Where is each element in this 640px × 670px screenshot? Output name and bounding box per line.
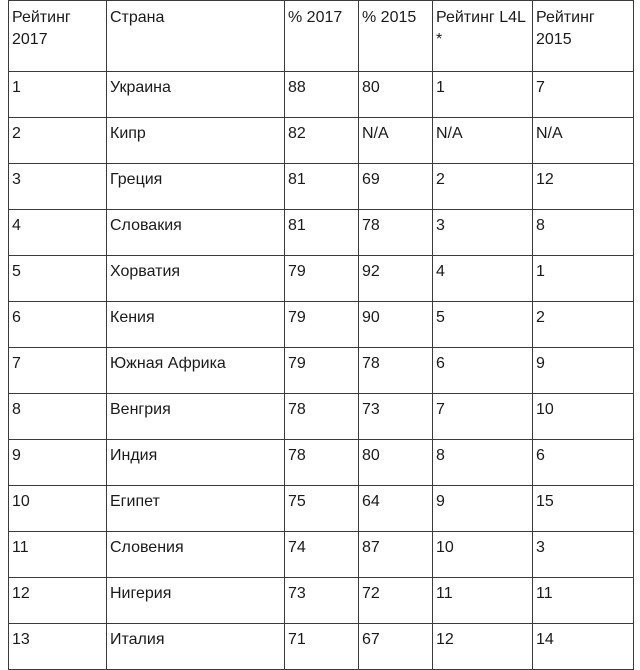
cell-country: Украина	[107, 72, 285, 118]
cell-percent-2015: 67	[359, 624, 433, 670]
cell-rank-l4l: N/A	[433, 118, 533, 164]
cell-rank-2017: 9	[9, 440, 107, 486]
cell-rank-2015: 2	[533, 302, 634, 348]
cell-percent-2015: 78	[359, 348, 433, 394]
table-row	[9, 394, 634, 440]
header-country: Страна	[107, 1, 285, 72]
table-row	[9, 486, 634, 532]
cell-country: Кения	[107, 302, 285, 348]
table-row	[9, 164, 634, 210]
header-rank-l4l: Рейтинг L4L *	[433, 1, 533, 72]
cell-rank-2017: 2	[9, 118, 107, 164]
rating-table	[8, 0, 634, 670]
table-row	[9, 578, 634, 624]
header-percent-2015: % 2015	[359, 1, 433, 72]
cell-percent-2015: 80	[359, 72, 433, 118]
cell-percent-2015: 78	[359, 210, 433, 256]
cell-percent-2017: 81	[285, 210, 359, 256]
cell-rank-2015: 6	[533, 440, 634, 486]
cell-country: Словения	[107, 532, 285, 578]
cell-rank-2015: 1	[533, 256, 634, 302]
cell-rank-l4l: 1	[433, 72, 533, 118]
cell-country: Индия	[107, 440, 285, 486]
cell-rank-2015: 8	[533, 210, 634, 256]
table-row	[9, 118, 634, 164]
cell-percent-2015: 64	[359, 486, 433, 532]
cell-rank-2015: 15	[533, 486, 634, 532]
cell-percent-2017: 71	[285, 624, 359, 670]
cell-country: Словакия	[107, 210, 285, 256]
cell-percent-2017: 78	[285, 394, 359, 440]
table-header	[9, 1, 634, 72]
cell-percent-2017: 73	[285, 578, 359, 624]
cell-country: Кипр	[107, 118, 285, 164]
cell-percent-2015: 73	[359, 394, 433, 440]
cell-percent-2017: 74	[285, 532, 359, 578]
cell-rank-2015: 12	[533, 164, 634, 210]
cell-percent-2017: 88	[285, 72, 359, 118]
header-row	[9, 1, 634, 72]
table-row	[9, 302, 634, 348]
cell-rank-2017: 7	[9, 348, 107, 394]
cell-country: Египет	[107, 486, 285, 532]
cell-rank-2017: 8	[9, 394, 107, 440]
cell-percent-2017: 75	[285, 486, 359, 532]
cell-percent-2015: N/A	[359, 118, 433, 164]
cell-percent-2015: 90	[359, 302, 433, 348]
table-body	[9, 72, 634, 670]
header-rank-2017: Рейтинг 2017	[9, 1, 107, 72]
cell-rank-2015: 10	[533, 394, 634, 440]
table-row	[9, 532, 634, 578]
cell-rank-l4l: 7	[433, 394, 533, 440]
cell-rank-2017: 1	[9, 72, 107, 118]
cell-rank-2017: 13	[9, 624, 107, 670]
cell-percent-2015: 87	[359, 532, 433, 578]
cell-country: Южная Африка	[107, 348, 285, 394]
cell-percent-2017: 79	[285, 348, 359, 394]
cell-country: Хорватия	[107, 256, 285, 302]
cell-percent-2017: 81	[285, 164, 359, 210]
cell-country: Венгрия	[107, 394, 285, 440]
cell-rank-2017: 6	[9, 302, 107, 348]
cell-rank-2017: 12	[9, 578, 107, 624]
cell-rank-l4l: 2	[433, 164, 533, 210]
cell-percent-2017: 79	[285, 256, 359, 302]
cell-rank-2017: 10	[9, 486, 107, 532]
cell-rank-2015: N/A	[533, 118, 634, 164]
cell-rank-l4l: 6	[433, 348, 533, 394]
cell-rank-2015: 14	[533, 624, 634, 670]
cell-rank-l4l: 9	[433, 486, 533, 532]
cell-percent-2015: 72	[359, 578, 433, 624]
table-row	[9, 348, 634, 394]
table-row	[9, 624, 634, 670]
cell-percent-2015: 69	[359, 164, 433, 210]
cell-rank-2015: 9	[533, 348, 634, 394]
cell-rank-l4l: 3	[433, 210, 533, 256]
cell-rank-l4l: 8	[433, 440, 533, 486]
cell-rank-2017: 4	[9, 210, 107, 256]
cell-percent-2017: 79	[285, 302, 359, 348]
header-rank-2015: Рейтинг 2015	[533, 1, 634, 72]
cell-percent-2015: 80	[359, 440, 433, 486]
table-row	[9, 256, 634, 302]
table-row	[9, 72, 634, 118]
cell-rank-2017: 3	[9, 164, 107, 210]
cell-country: Греция	[107, 164, 285, 210]
table-row	[9, 440, 634, 486]
header-percent-2017: % 2017	[285, 1, 359, 72]
cell-rank-l4l: 4	[433, 256, 533, 302]
cell-country: Нигерия	[107, 578, 285, 624]
cell-rank-l4l: 5	[433, 302, 533, 348]
cell-rank-l4l: 12	[433, 624, 533, 670]
cell-rank-2015: 11	[533, 578, 634, 624]
table-row	[9, 210, 634, 256]
cell-rank-2017: 5	[9, 256, 107, 302]
cell-percent-2017: 78	[285, 440, 359, 486]
cell-rank-2015: 7	[533, 72, 634, 118]
cell-country: Италия	[107, 624, 285, 670]
cell-rank-2017: 11	[9, 532, 107, 578]
cell-percent-2015: 92	[359, 256, 433, 302]
cell-rank-l4l: 11	[433, 578, 533, 624]
cell-rank-l4l: 10	[433, 532, 533, 578]
cell-rank-2015: 3	[533, 532, 634, 578]
cell-percent-2017: 82	[285, 118, 359, 164]
